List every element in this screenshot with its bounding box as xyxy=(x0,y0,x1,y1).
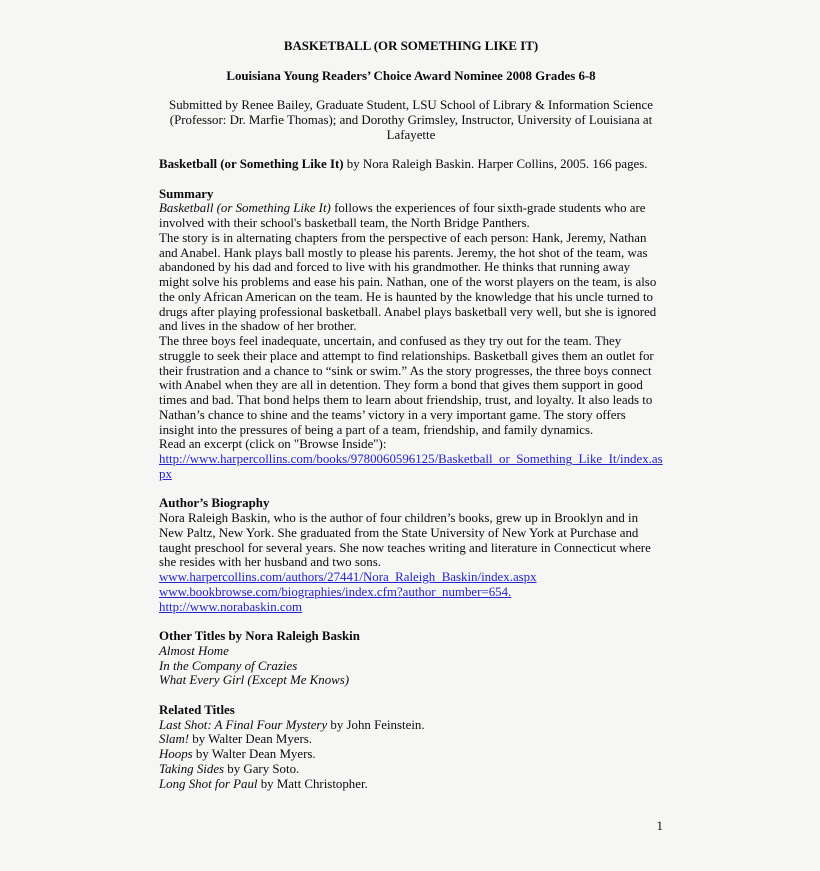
other-title-item: What Every Girl (Except Me Knows) xyxy=(159,673,350,688)
submission-credits: Submitted by Renee Bailey, Graduate Student, LSU School of Library & Information Science (Professor: Dr. Marfie Thomas); and Dorothy Grimsley, Instructor, University of Louisiana at Lafayette xyxy=(169,98,653,142)
biography-section xyxy=(159,496,663,614)
related-title-name: Last Shot: A Final Four Mystery xyxy=(159,717,328,732)
biography-text: Nora Raleigh Baskin, who is the author of four children’s books, grew up in Brooklyn and in New Paltz, New York. She graduated from the State University of New York at Purchase and taught preschool for several years. She now teaches writing and literature in Connecticut where she resides with her husband and two sons. xyxy=(159,511,651,570)
harpercollins-author-link[interactable]: www.harpercollins.com/authors/27441/Nora_Raleigh_Baskin/index.aspx xyxy=(159,570,537,584)
book-citation-rest: by Nora Raleigh Baskin. Harper Collins, 2005. 166 pages. xyxy=(343,157,648,171)
other-titles-section xyxy=(159,629,663,688)
summary-paragraph-2: The story is in alternating chapters from the perspective of each person: Hank, Jeremy, Nathan and Anabel. Hank plays ball mostly to please his parents. Jeremy, the hot shot of the team, was abandoned by his dad and forced to live with his grandmother. He thinks that running away might solve his problems and ease his pain. Nathan, one of the worst players on the team, is also the only African American on the team. He is haunted by the knowledge that his uncle turned to drugs after playing professional basketball. Anabel plays basketball very well, but she is ignored and lives in the shadow of her brother. xyxy=(159,230,657,334)
summary-paragraph-1-text: follows the experiences of four sixth-grade students who are involved with their school's basketball team, the North Bridge Panthers. xyxy=(159,201,646,230)
related-title-item xyxy=(159,732,663,747)
summary-read-excerpt-line: Read an excerpt (click on "Browse Inside"): xyxy=(159,437,387,452)
section-heading-related-titles: Related Titles xyxy=(159,702,235,717)
section-heading-other-titles: Other Titles by Nora Raleigh Baskin xyxy=(159,629,360,643)
summary-paragraph-3: The three boys feel inadequate, uncertain, and confused as they try out for the team. They struggle to seek their place and attempt to find relationships. Basketball gives them an outlet for their frustration and a chance to “sink or swim.” As the story progresses, the three boys connect with Anabel when they are all in detention. They form a bond that gives them support in good times and bad. That bond helps them to learn about friendship, trust, and loyalty. It also leads to Nathan’s chance to shine and the teams’ victory in a very important game. The story offers insight into the pressures of being a part of a team, friendship, and family dynamics. xyxy=(159,334,654,437)
related-title-author: by Walter Dean Myers. xyxy=(192,747,316,761)
harpercollins-book-link[interactable]: http://www.harpercollins.com/books/9780060596125/Basketball_or_Something_Like_It/index.aspx xyxy=(159,452,663,481)
related-titles-section xyxy=(159,703,663,792)
section-heading-biography: Author’s Biography xyxy=(159,496,270,511)
related-title-name: Long Shot for Paul xyxy=(159,776,258,791)
related-title-author: by John Feinstein. xyxy=(327,717,425,732)
summary-book-title-italic: Basketball (or Something Like It) xyxy=(159,201,331,216)
document-title: BASKETBALL (OR SOMETHING LIKE IT) xyxy=(283,39,539,53)
other-title-item: Almost Home xyxy=(159,643,229,658)
summary-section xyxy=(159,187,663,482)
related-title-name: Slam! xyxy=(159,732,190,747)
related-title-name: Hoops xyxy=(159,747,193,761)
related-title-item xyxy=(159,718,663,733)
related-title-author: by Walter Dean Myers. xyxy=(189,732,313,747)
norabaskin-link[interactable]: http://www.norabaskin.com xyxy=(159,599,303,614)
related-title-author: by Gary Soto. xyxy=(224,761,300,776)
book-citation xyxy=(159,157,663,172)
summary-paragraph-1 xyxy=(159,201,663,231)
award-nominee-line: Louisiana Young Readers’ Choice Award Nominee 2008 Grades 6-8 xyxy=(226,68,596,83)
book-citation-title: Basketball (or Something Like It) xyxy=(159,157,344,171)
other-title-item: In the Company of Crazies xyxy=(159,658,298,673)
section-heading-summary: Summary xyxy=(159,186,214,201)
summary-excerpt-link-line xyxy=(159,452,663,482)
bookbrowse-author-link[interactable]: www.bookbrowse.com/biographies/index.cfm?author_number=654. xyxy=(159,584,512,599)
page-number: 1 xyxy=(656,819,663,833)
related-title-item xyxy=(159,747,663,762)
related-title-author: by Matt Christopher. xyxy=(257,776,368,791)
related-title-item xyxy=(159,777,663,792)
related-title-name: Taking Sides xyxy=(159,761,225,776)
document-content xyxy=(159,39,663,806)
related-title-item xyxy=(159,762,663,777)
